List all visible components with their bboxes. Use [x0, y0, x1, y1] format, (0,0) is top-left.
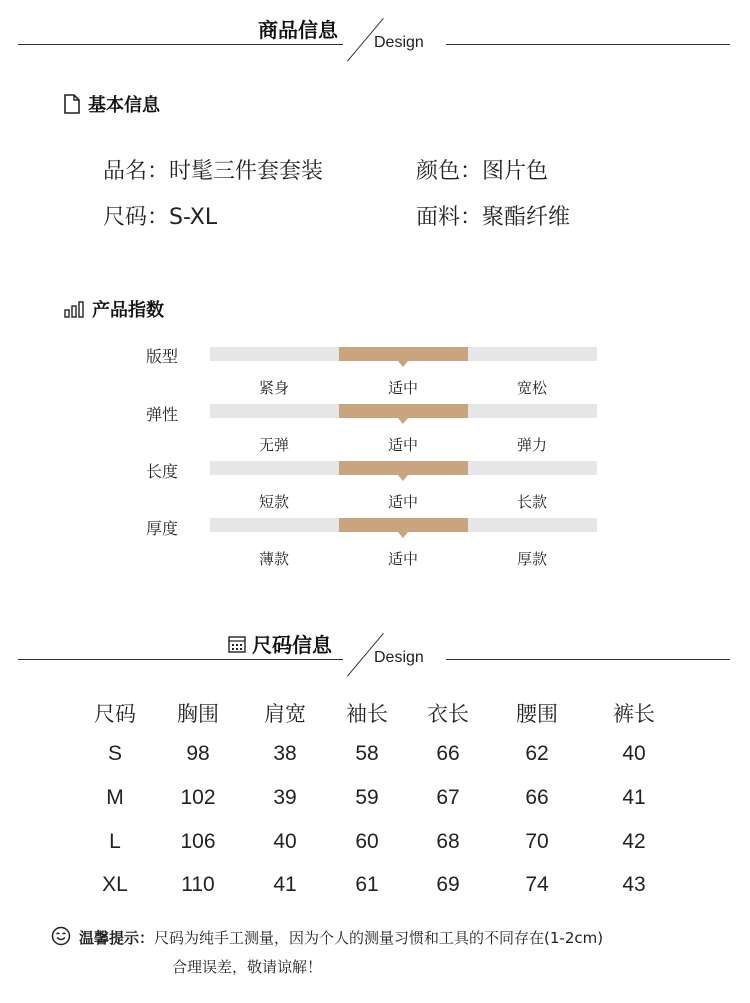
info-name: 品名：时髦三件套套装	[103, 159, 324, 184]
tip-label: 温馨提示：	[79, 929, 155, 947]
design-label: Design	[374, 34, 424, 51]
index-label: 厚度	[146, 519, 179, 538]
index-pointer	[398, 475, 408, 481]
index-option: 弹力	[516, 436, 547, 454]
tip-line-2: 合理误差，敬请谅解！	[172, 958, 323, 976]
table-cell: 40	[622, 742, 646, 765]
size-info-label: 尺码信息	[252, 633, 332, 657]
index-pointer	[398, 418, 408, 424]
table-cell: 61	[355, 873, 379, 896]
table-header-cell: 袖长	[346, 702, 388, 726]
index-option: 适中	[387, 379, 418, 397]
table-cell: 59	[355, 786, 379, 809]
table-header-cell: 胸围	[177, 702, 219, 726]
table-cell: 58	[355, 742, 379, 765]
table-cell: 74	[525, 873, 549, 896]
index-bar-selected	[339, 518, 468, 532]
table-cell: 67	[436, 786, 460, 809]
index-option: 适中	[387, 550, 418, 568]
index-option: 适中	[387, 436, 418, 454]
basic-info-label: 基本信息	[88, 95, 160, 116]
index-option: 短款	[258, 493, 289, 511]
table-cell: 43	[622, 873, 646, 896]
table-cell: M	[106, 786, 124, 809]
table-cell: 62	[525, 742, 549, 765]
index-label: 长度	[146, 462, 179, 481]
index-pointer	[398, 532, 408, 538]
table-cell: 98	[186, 742, 210, 765]
table-cell: L	[109, 830, 121, 853]
index-bar	[210, 518, 597, 532]
header-line-left	[18, 659, 343, 660]
table-cell: 70	[525, 830, 549, 853]
index-option: 薄款	[258, 550, 289, 568]
table-header-cell: 衣长	[427, 702, 469, 726]
bar-chart-icon	[64, 300, 84, 318]
index-bar-selected	[339, 347, 468, 361]
product-info-title: 商品信息	[258, 18, 338, 42]
table-header-cell: 裤长	[613, 702, 655, 726]
index-option: 适中	[387, 493, 418, 511]
tip-line-1	[79, 927, 603, 948]
table-cell: 66	[525, 786, 549, 809]
table-cell: 39	[273, 786, 297, 809]
table-cell: XL	[102, 873, 128, 896]
info-size: 尺码：S-XL	[103, 205, 218, 230]
index-option: 无弹	[258, 436, 289, 454]
smiley-icon	[51, 926, 71, 946]
table-header-cell: 肩宽	[264, 702, 306, 726]
table-cell: 42	[622, 830, 646, 853]
index-option: 紧身	[258, 379, 289, 397]
index-option: 宽松	[516, 379, 547, 397]
indices-label: 产品指数	[92, 300, 164, 321]
info-fabric: 面料：聚酯纤维	[416, 205, 571, 230]
table-cell: 41	[622, 786, 646, 809]
size-info-title	[228, 629, 332, 658]
table-cell: 69	[436, 873, 460, 896]
table-cell: 60	[355, 830, 379, 853]
table-header-cell: 腰围	[516, 702, 558, 726]
header-line-right	[446, 659, 730, 660]
header-line-right	[446, 44, 730, 45]
table-cell: 66	[436, 742, 460, 765]
basic-info-title	[64, 91, 160, 117]
table-cell: 68	[436, 830, 460, 853]
index-bar	[210, 461, 597, 475]
table-cell: 106	[180, 830, 216, 853]
header-line-left	[18, 44, 343, 45]
table-cell: 41	[273, 873, 297, 896]
indices-title	[64, 296, 164, 322]
table-header-cell: 尺码	[94, 702, 136, 726]
tip-text: 尺码为纯手工测量，因为个人的测量习惯和工具的不同存在(1-2cm)	[154, 929, 604, 947]
table-cell: 110	[181, 873, 215, 896]
table-cell: S	[107, 742, 122, 765]
calendar-icon	[228, 635, 246, 653]
index-label: 弹性	[146, 405, 179, 424]
table-cell: 102	[180, 786, 216, 809]
index-pointer	[398, 361, 408, 367]
index-option: 厚款	[516, 550, 547, 568]
table-cell: 40	[273, 830, 297, 853]
index-bar-selected	[339, 461, 468, 475]
index-label: 版型	[146, 347, 179, 366]
table-cell: 38	[273, 742, 297, 765]
index-bar-selected	[339, 404, 468, 418]
index-bar	[210, 404, 597, 418]
index-bar	[210, 347, 597, 361]
info-color: 颜色：图片色	[416, 159, 549, 184]
design-label: Design	[374, 649, 424, 666]
document-icon	[64, 94, 80, 114]
index-option: 长款	[516, 493, 547, 511]
